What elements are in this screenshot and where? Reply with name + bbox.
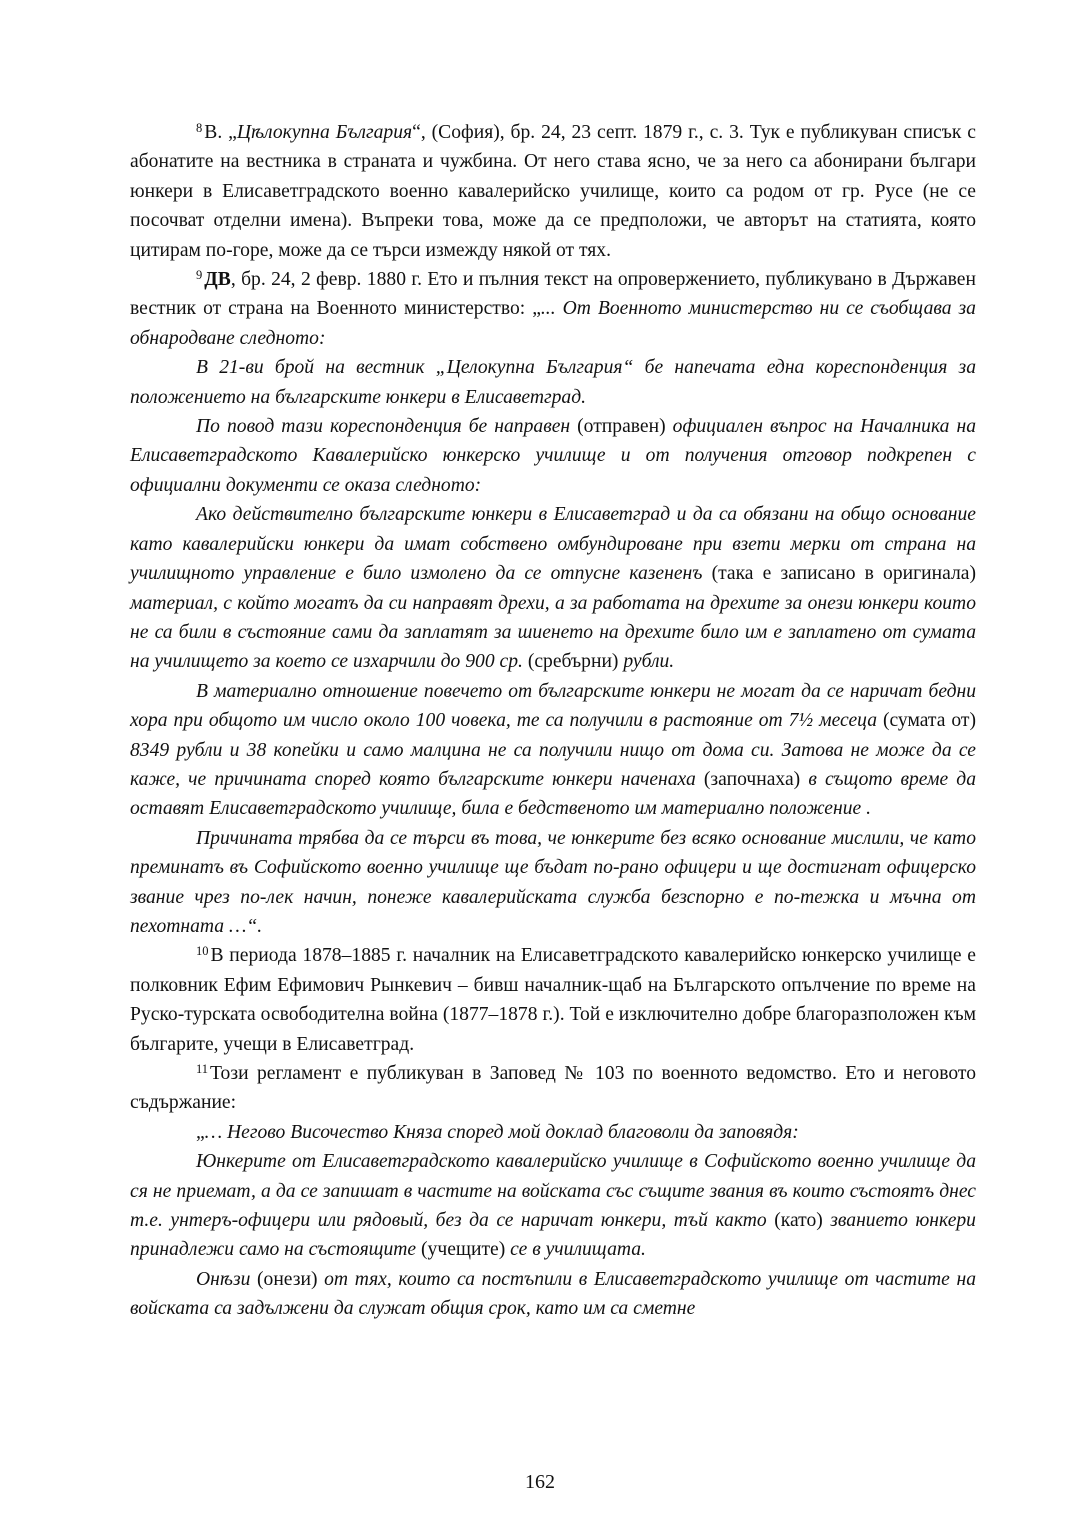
text-segment: в същото време да оставят Елисаветградското училище, била е бедственото им материално положение . [130, 768, 976, 820]
paragraph [130, 412, 976, 500]
paragraph [130, 265, 976, 353]
paragraph [130, 824, 976, 942]
text-segment: рубли. [623, 651, 675, 673]
paragraph [130, 500, 976, 676]
text-segment: (отправен) [577, 416, 673, 438]
paragraph [130, 353, 976, 412]
paragraph [130, 1265, 976, 1324]
text-segment: В 21-ви брой на вестник „Целокупна България“ бе напечата една кореспонденция за положението на българските юнкери в Елисаветград. [130, 357, 976, 408]
text-segment: (така е записано в оригинала) [711, 563, 976, 585]
page-body [130, 118, 976, 1324]
paragraph [130, 118, 976, 265]
footnote-marker: 9 [196, 268, 203, 283]
text-segment: “, (София), бр. 24, 23 септ. 1879 г., с. 3. Тук е публикуван списък с абонатите на вестника в страната и чужбина. От него става ясно, че за него са абонирани българи юнкери в Елисаветградското военно кавалерийско училище, които са родом от гр. Русе (не се посочват отделни имена). Въпреки това, може да се предположи, че авторът на статията, която цитирам по-горе, може да се търси измежду някой от тях. [130, 122, 977, 261]
text-segment: (като) [774, 1210, 831, 1232]
paragraph [130, 1118, 976, 1147]
text-segment: Онѣзи [196, 1268, 257, 1290]
text-segment: В материално отношение повечето от българските юнкери не могат да се наричат бедни хора при общото им число около 100 човека, те са получили в растояние от 7½ месеца [130, 680, 976, 732]
paragraph [130, 941, 976, 1059]
text-segment: … Негово Височество Княза според мой доклад благоволи да заповядя: [204, 1121, 799, 1143]
paragraph [130, 1059, 976, 1118]
footnote-marker: 11 [196, 1062, 209, 1076]
text-segment: от тях, които са постъпили в Елисаветградското училище от частите на войската са задължени да служат общия срок, като им са сметне [130, 1268, 976, 1320]
text-segment: официален въпрос на Началника на Елисаветградското Кавалерийско юнкерско училище и от получения отговор подкрепен с официални документи се оказа следното: [130, 416, 977, 496]
text-segment: Причината трябва да се търси въ това, че юнкерите без всяко основание мислили, че като преминатъ въ Софийското военно училище ще бъдат по-рано офицери и ще достигнат офицерско звание чрез по-лек начин, понеже кавалерийската служба безспорно е по-тежка и мъчна от пехотната …“. [130, 827, 976, 937]
text-segment: Цѣлокупна България [236, 122, 413, 143]
text-segment: Ако действително българските юнкери в Елисаветград и да са обязани на общо основание като кавалерийски юнкери да имат собствено омбундироване при взети мерки от страна на училищното управление е било измолено да се отпусне казененъ [130, 504, 976, 585]
text-segment: материал, с който могатъ да си направят дрехи, а за работата на дрехите за онези юнкери които не са били в състояние сами да заплатят за шиенето на дрехите било им е заплатено от сумата на училището за което се изхарчили до 900 ср. [130, 592, 976, 673]
paragraph [130, 677, 976, 824]
page-number: 162 [525, 1471, 555, 1493]
text-segment: „ [196, 1121, 205, 1143]
text-segment: (сребърни) [527, 651, 624, 673]
text-segment: ... От Военното министерство ни се съобщава за обнародване следното: [130, 298, 976, 349]
paragraph [130, 1147, 976, 1265]
text-segment: (учещите) [421, 1239, 511, 1261]
footnote-marker: 10 [196, 944, 209, 959]
text-segment: (сумата от) [882, 710, 977, 732]
text-segment: званието юнкери принадлежи само на състоящите [130, 1210, 976, 1261]
text-segment: Този регламент е публикуван в Заповед № 103 по военното ведомство. Ето и неговото съдържание: [130, 1063, 976, 1114]
text-segment: В. „ [204, 122, 237, 143]
text-segment: (започнаха) [703, 768, 809, 790]
text-segment: Юнкерите от Елисаветградското кавалерийско училище в Софийското военно училище да ся не приемат, а да се запишат в частите на войската със същите звания въ които състоятъ днес т.е. унтеръ-офицери или рядовый, без да се наричат юнкери, тъй както [130, 1151, 976, 1232]
text-segment: В периода 1878–1885 г. началник на Елисаветградското кавалерийско юнкерско училище е полковник Ефим Ефимович Рынкевич – бивш началник-щаб на Българското опълчение по време на Руско-турската освободителна война (1877–1878 г.). Той е изключително добре благоразположен към българите, учещи в Елисаветград. [130, 945, 976, 1055]
text-segment: По повод тази кореспонденция бе направен [196, 416, 578, 438]
footnote-marker: 8 [196, 121, 203, 135]
text-segment: ДВ [204, 269, 231, 291]
text-segment: (онези) [257, 1268, 325, 1290]
text-segment: , бр. 24, 2 февр. 1880 г. Ето и пълния текст на опровержението, публикувано в Държавен вестник от страна на Военното министерство: „ [130, 269, 976, 320]
text-segment: 8349 рубли и 38 копейки и само малцина не са получили нищо от дома си. Затова не може да се каже, че причината според която българските юнкери наченаха [130, 739, 976, 790]
text-segment: се в училищата. [510, 1239, 646, 1261]
